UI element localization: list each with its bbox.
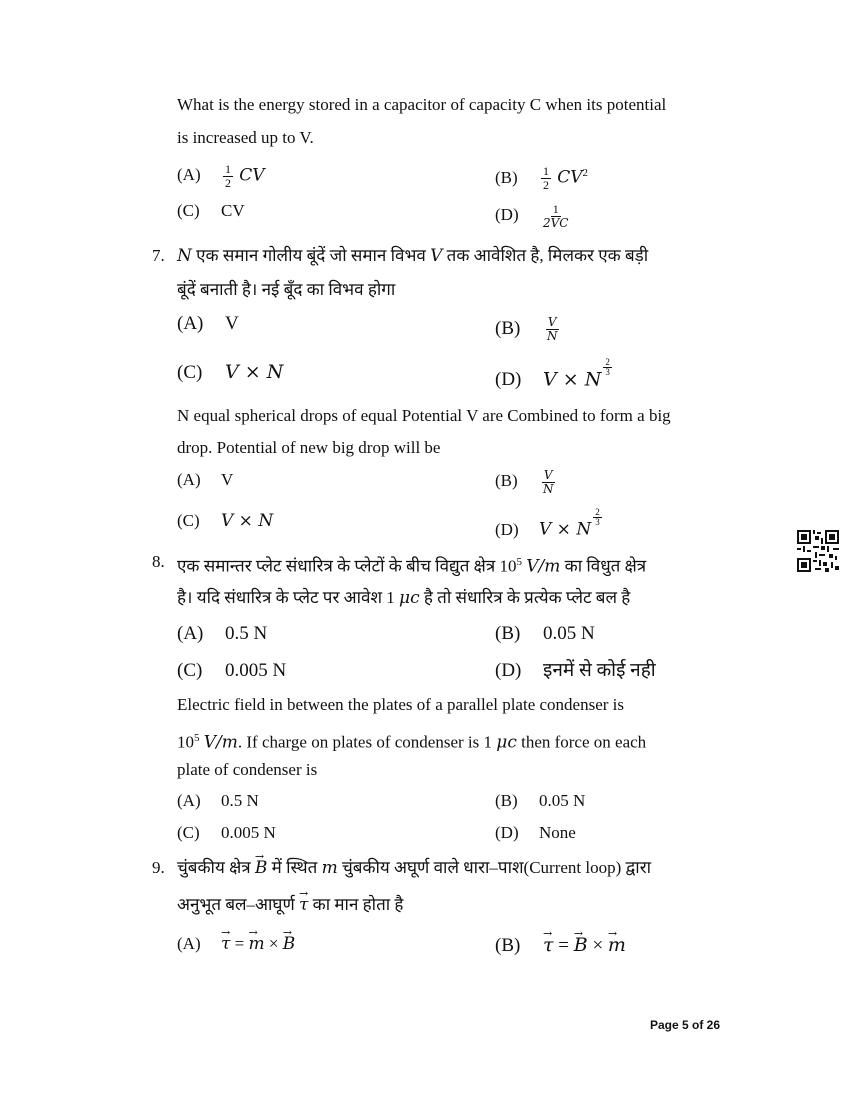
q8-english-option-c: (C) 0.005 N: [177, 823, 276, 842]
q6-option-b: (B) $\frac{1}{2}$ $CV^2$: [495, 164, 589, 193]
q7-hindi-option-b: (B) $\frac{V}{N}$: [495, 315, 558, 343]
q7-english-option-c: (C) V × N: [177, 511, 274, 531]
q8-hindi-line1: एक समान्तर प्लेट संधारित्र के प्लेटों के बीच विद्युत क्षेत्र $10^5$ V/m का विधुत क्षेत्र: [177, 556, 647, 577]
q8-english-line3: plate of condenser is: [177, 760, 318, 779]
q6-option-d: (D) $\frac{1}{2VC}$: [495, 202, 569, 230]
q6-text-line2: is increased up to V.: [177, 128, 314, 147]
q7-english-option-b: (B) $\frac{V}{N}$: [495, 468, 554, 496]
q7-hindi-option-d: (D) V × N $^{\frac{2}{3}}$: [495, 356, 610, 391]
q8-number: 8.: [152, 552, 165, 571]
q6-option-c: (C) CV: [177, 201, 245, 220]
q7-hindi-line2: बूंदें बनाती है। नई बूँद का विभव होगा: [177, 280, 396, 299]
q8-english-option-b: (B) 0.05 N: [495, 791, 586, 810]
q9-hindi-line1: चुंबकीय क्षेत्र → B में स्थित m चुंबकीय अघूर्ण वाले धारा–पाश(Current loop) द्वारा: [177, 858, 651, 878]
q7-number: 7.: [152, 246, 165, 265]
q7-english-line1: N equal spherical drops of equal Potential V are Combined to form a big: [177, 406, 671, 425]
q8-hindi-option-a: (A) 0.5 N: [177, 623, 268, 644]
q8-english-option-d: (D) None: [495, 823, 576, 842]
q7-hindi-option-a: (A) V: [177, 313, 239, 334]
q7-english-option-a: (A) V: [177, 470, 234, 489]
q8-english-option-a: (A) 0.5 N: [177, 791, 259, 810]
q9-hindi-line2: अनुभूत बल–आघूर्ण → τ का मान होता है: [177, 895, 403, 915]
q9-option-b: (B)→ τ = → B × → m: [495, 935, 626, 956]
q7-english-line2: drop. Potential of new big drop will be: [177, 438, 441, 457]
q9-number: 9.: [152, 858, 165, 877]
q8-hindi-line2: है। यदि संधारित्र के प्लेट पर आवेश 1 μc है तो संधारित्र के प्रत्येक प्लेट बल है: [177, 588, 631, 608]
q8-hindi-option-b: (B) 0.05 N: [495, 623, 595, 644]
q8-english-line2: $10^5$ V/m. If charge on plates of condenser is 1 μc then force on each: [177, 732, 647, 753]
page-number: Page 5 of 26: [649, 1018, 720, 1032]
q7-hindi-line1: N एक समान गोलीय बूंदें जो समान विभव V तक आवेशित है, मिलकर एक बड़ी: [177, 246, 649, 266]
q6-option-a: (A) $\frac{1}{2}$ CV: [177, 162, 265, 190]
q7-english-option-d: (D) V × N $^{\frac{2}{3}}$: [495, 507, 600, 540]
q8-english-line1: Electric field in between the plates of a parallel plate condenser is: [177, 695, 624, 714]
q7-hindi-option-c: (C) V × N: [177, 361, 284, 383]
q8-hindi-option-d: (D) इनमें से कोई नही: [495, 660, 656, 681]
q9-option-a: (A)→ τ = → m × → B: [177, 934, 295, 954]
q8-hindi-option-c: (C) 0.005 N: [177, 660, 287, 681]
qr-code-icon: [797, 530, 839, 572]
q6-text-line1: What is the energy stored in a capacitor of capacity C when its potential: [177, 95, 667, 114]
